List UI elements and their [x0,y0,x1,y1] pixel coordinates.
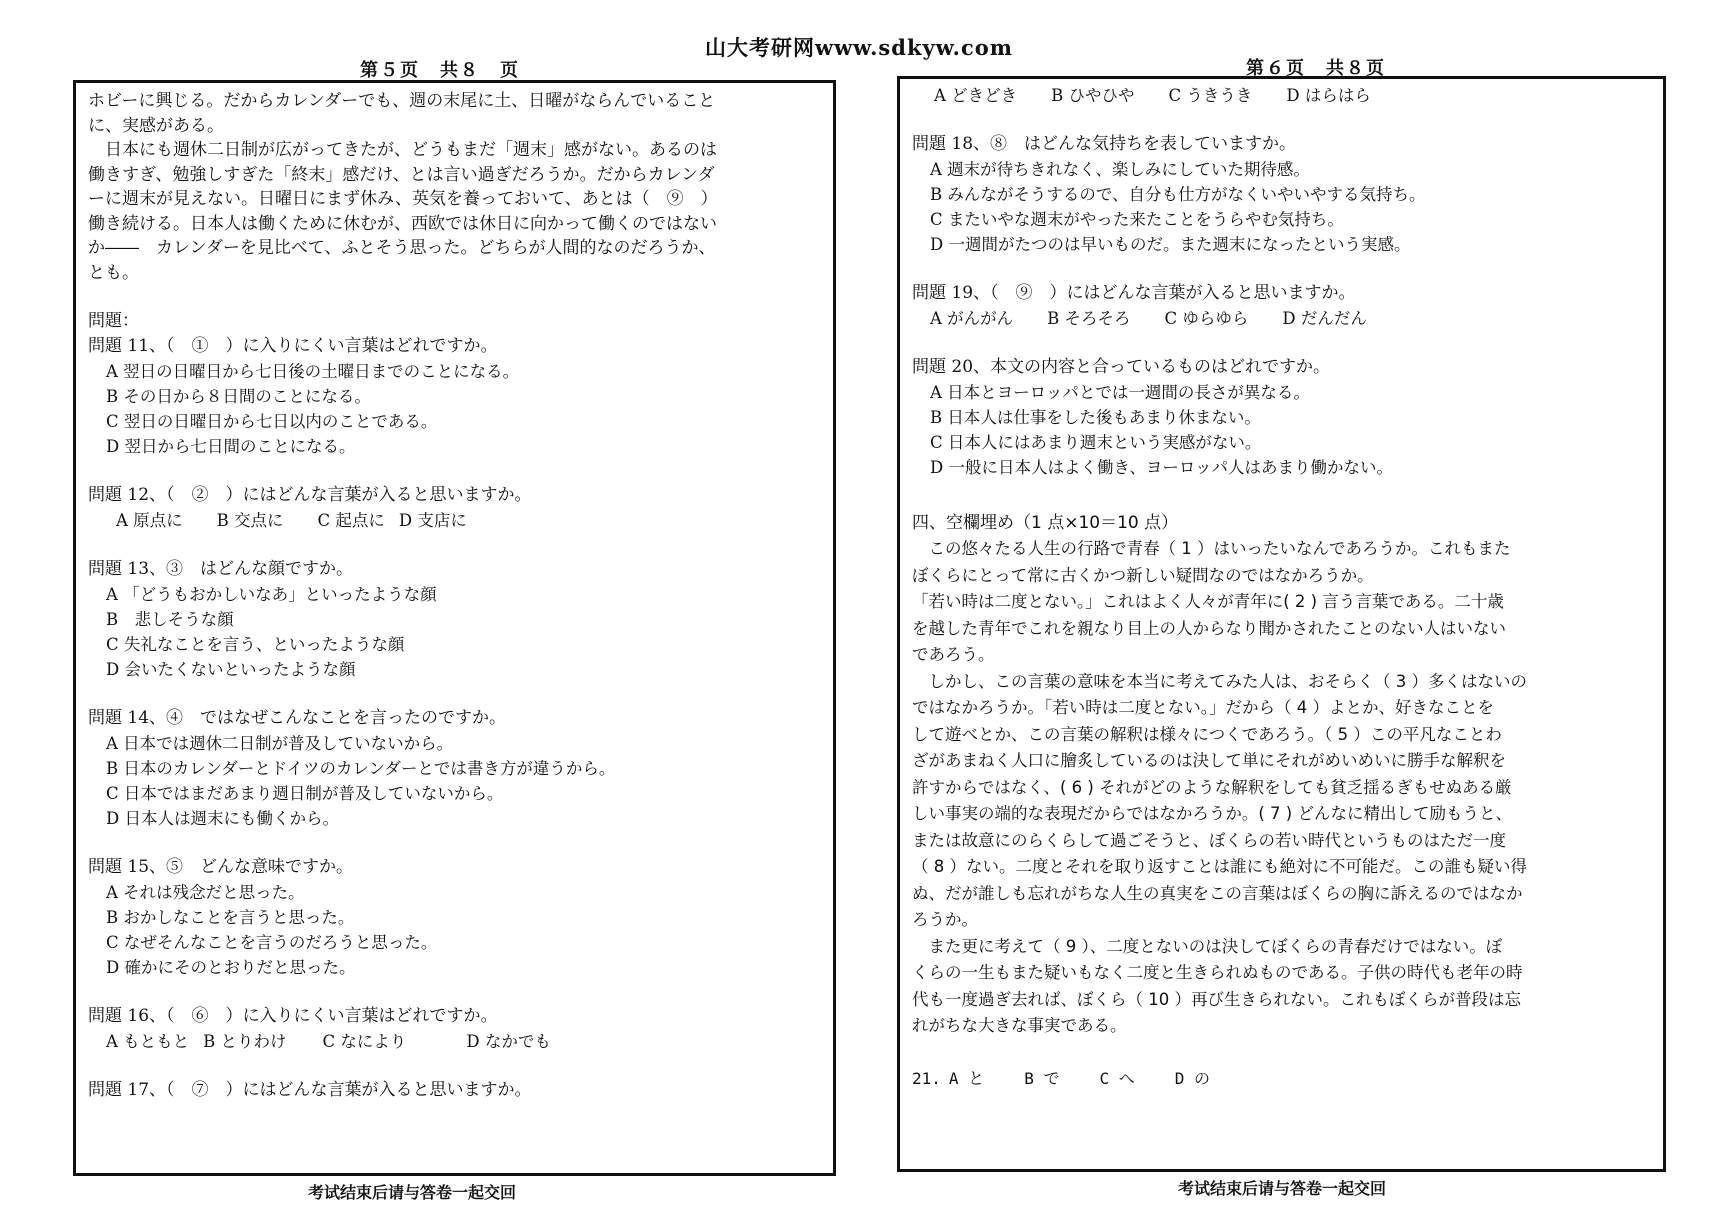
question-18 [912,132,1651,257]
options-row [88,1029,821,1054]
option-c: C ゆらゆら [1164,309,1249,328]
option-c: C 翌日の日曜日から七日以内のことである。 [106,412,438,431]
option-b: B みんながそうするので、自分も仕方がなくいやいやする気持ち。 [930,185,1426,204]
option-d: D なかでも [466,1032,551,1051]
option-d: D 一般に日本人はよく働き、ヨーロッパ人はあまり働かない。 [930,458,1393,477]
passage-line: 日本にも週休二日制が広がってきたが、どうもまだ「週末」感がない。あるのは [88,140,717,160]
option-c: C なにより [322,1032,407,1051]
question-text: 問題 17、（ ⑦ ）にはどんな言葉が入ると思いますか。 [88,1080,532,1100]
passage [88,89,821,285]
question-14 [88,706,821,831]
passage-line: に、実感がある。 [88,115,224,136]
cloze-line: ぼくらにとって常に古くかつ新しい疑問なのではなかろうか。 [912,565,1374,585]
option-a: A と [948,1068,985,1088]
question-text: 問題 14、④ ではなぜこんなことを言ったのですか。 [88,708,507,728]
option-b: B 交点に [216,511,284,530]
option-c: C またいやな週末がやった来たことをうらやむ気持ち。 [930,210,1344,229]
option-c: C 日本人にはあまり週末という実感がない。 [930,433,1262,452]
option-c: C うきうき [1168,86,1253,105]
option-a: A どきどき [934,86,1018,105]
question-text: 問題 11、（ ① ）に入りにくい言葉はどれですか。 [88,336,498,356]
option-d: D 翌日から七日間のことになる。 [106,437,356,456]
options-row [912,306,1651,331]
option-b: B で [1024,1068,1060,1088]
option-d: D だんだん [1282,309,1367,328]
cloze-line: ざがあまねく人口に膾炙しているのは決して単にそれがめいめいに勝手な解釈を [912,751,1506,770]
question-19 [912,281,1651,331]
option-a: A 翌日の日曜日から七日後の土曜日までのことになる。 [106,362,520,381]
option-d: D 会いたくないといったような顔 [106,660,356,679]
passage-line: 働きすぎ、勉強しすぎた「終末」感だけ、とは言い過ぎだろうか。だからカレンダ [88,164,715,185]
option-b: B 日本人は仕事をした後もあまり休まない。 [930,408,1261,427]
option-a: A がんがん [930,309,1014,328]
option-d: D 一週間がたつのは早いものだ。また週末になったという実感。 [930,235,1411,254]
question-text: 問題 13、③ はどんな顔ですか。 [88,559,354,579]
option-b: B おかしなことを言うと思った。 [106,908,355,927]
option-c: C 失礼なことを言う、といったような顔 [106,635,405,654]
question-16 [88,1004,821,1054]
cloze-line: 代も一度過ぎ去れば、ぼくら（ 10 ）再び生きられない。これもぼくらが普段は忘 [912,989,1521,1009]
right-footer: 考试结束后请与答卷一起交回 [1178,1179,1387,1198]
cloze-line: を越した青年でこれを親なり目上の人からなり聞かされたことのない人はいない [912,618,1506,638]
option-a: A 日本とヨーロッパとでは一週間の長さが異なる。 [930,383,1310,402]
option-c: C 起点に [317,511,385,530]
option-b: B 日本のカレンダーとドイツのカレンダーとでは書き方が違うから。 [106,759,616,778]
option-b: B そろそろ [1047,309,1131,328]
passage-line: ホビーに興じる。だからカレンダーでも、週の末尾に土、日曜がならんでいること [88,91,716,111]
option-a: A 「どうもおかしいなあ」といったような顔 [106,585,437,604]
cloze-line: しい事実の端的な表現だからではなかろうか。( 7 ) どんなに精出して励もうと、 [912,804,1512,823]
question-21 [912,1066,1651,1092]
passage-line: か―― カレンダーを見比べて、ふとそう思った。どちらが人間的なのだろうか、 [88,238,716,258]
option-d: D 支店に [398,511,467,530]
question-11 [88,334,821,459]
question-text: 問題 20、本文の内容と合っているものはどれですか。 [912,357,1331,377]
cloze-line: して遊べとか、この言葉の解釈は様々につくであろう。（ 5 ）この平凡なことわ [912,724,1502,744]
left-page-label: 第５页 共８ 页 [360,60,520,81]
question-text: 問題 18、⑧ はどんな気持ちを表していますか。 [912,134,1297,154]
cloze-line: 許すからではなく、( 6 ) それがどのような解釈をしても貧乏揺るぎもせぬある厳 [912,777,1512,797]
cloze-line: （ 8 ）ない。二度とそれを取り返すことは誰にも絶対に不可能だ。この誰も疑い得 [912,857,1527,876]
option-b: B ひやひや [1051,86,1135,105]
option-b: B その日から８日間のことになる。 [106,387,371,406]
question-number: 21. [912,1068,941,1088]
option-c: C なぜそんなことを言うのだろうと思った。 [106,933,438,952]
right-page-label: 第６页 共８页 [1246,58,1386,79]
cloze-line: しかし、この言葉の意味を本当に考えてみた人は、おそらく（ 3 ）多くはないの [912,671,1527,691]
question-text: 問題 19、（ ⑨ ）にはどんな言葉が入ると思いますか。 [912,283,1356,303]
cloze-line: ではなかろうか。「若い時は二度とない。」だから（ 4 ）よとか、好きなことを [912,698,1494,717]
cloze-line: また更に考えて（ 9 ）、二度とないのは決してぼくらの青春だけではない。ぼ [912,936,1503,956]
option-d: D の [1174,1068,1211,1088]
question-text: 問題 16、（ ⑥ ）に入りにくい言葉はどれですか。 [88,1006,498,1026]
cloze-line: または故意にのらくらして過ごそうと、ぼくらの若い時代というものはただ一度 [912,830,1506,850]
site-header: 山大考研网www.sdkyw.com [705,35,1013,60]
option-a: A 日本では週休二日制が普及していないから。 [106,734,454,753]
right-page-frame [897,76,1666,1172]
cloze-line: ぬ、だが誰しも忘れがちな人生の真実をこの言葉はぼくらの胸に訴えるのではなか [912,883,1523,903]
question-20 [912,355,1651,480]
option-a: A 原点に [116,511,183,530]
option-c: C 日本ではまだあまり週日制が普及していないから。 [106,784,504,803]
option-a: A 週末が待ちきれなく、楽しみにしていた期待感。 [930,160,1310,179]
option-b: B 悲しそうな顔 [106,610,234,629]
options-row [88,508,821,533]
section-title: 四、空欄埋め（1 点×10＝10 点） [912,513,1179,533]
left-footer: 考试结束后请与答卷一起交回 [308,1183,517,1202]
cloze-line: 「若い時は二度とない。」これはよく人々が青年に( 2 ) 言う言葉である。二十歳 [912,592,1504,611]
passage-line: ーに週末が見えない。日曜日にまず休み、英気を養っておいて、あとは（ ⑨ ） [88,189,718,209]
option-b: B とりわけ [203,1032,287,1051]
passage-line: とも。 [88,262,139,283]
question-12 [88,483,821,533]
question-text: 問題 15、⑤ どんな意味ですか。 [88,857,354,877]
cloze-line: ろうか。 [912,910,978,929]
cloze-line: この悠々たる人生の行路で青春（ 1 ）はいったいなんであろうか。これもまた [912,539,1511,558]
section-4 [912,510,1651,1040]
question-17 [88,1078,821,1103]
cloze-line: くらの一生もまた疑いもなく二度と生きられぬものである。子供の時代も老年の時 [912,963,1523,982]
option-d: D 日本人は週末にも働くから。 [106,809,339,828]
question-17-options [912,83,1651,108]
option-d: D はらはら [1286,86,1371,105]
passage-line: 働き続ける。日本人は働くために休むが、西欧では休日に向かって働くのではない [88,213,717,234]
left-page-frame [73,80,836,1176]
question-15 [88,855,821,980]
question-text: 問題 12、（ ② ）にはどんな言葉が入ると思いますか。 [88,485,532,505]
option-c: C へ [1099,1068,1135,1088]
mondai-label: 問題： [88,311,139,331]
option-d: D 確かにそのとおりだと思った。 [106,958,356,977]
option-a: A もともと [106,1032,190,1051]
question-13 [88,557,821,682]
option-a: A それは残念だと思った。 [106,883,305,902]
cloze-line: であろう。 [912,645,995,664]
cloze-line: れがちな大きな事実である。 [912,1016,1127,1035]
